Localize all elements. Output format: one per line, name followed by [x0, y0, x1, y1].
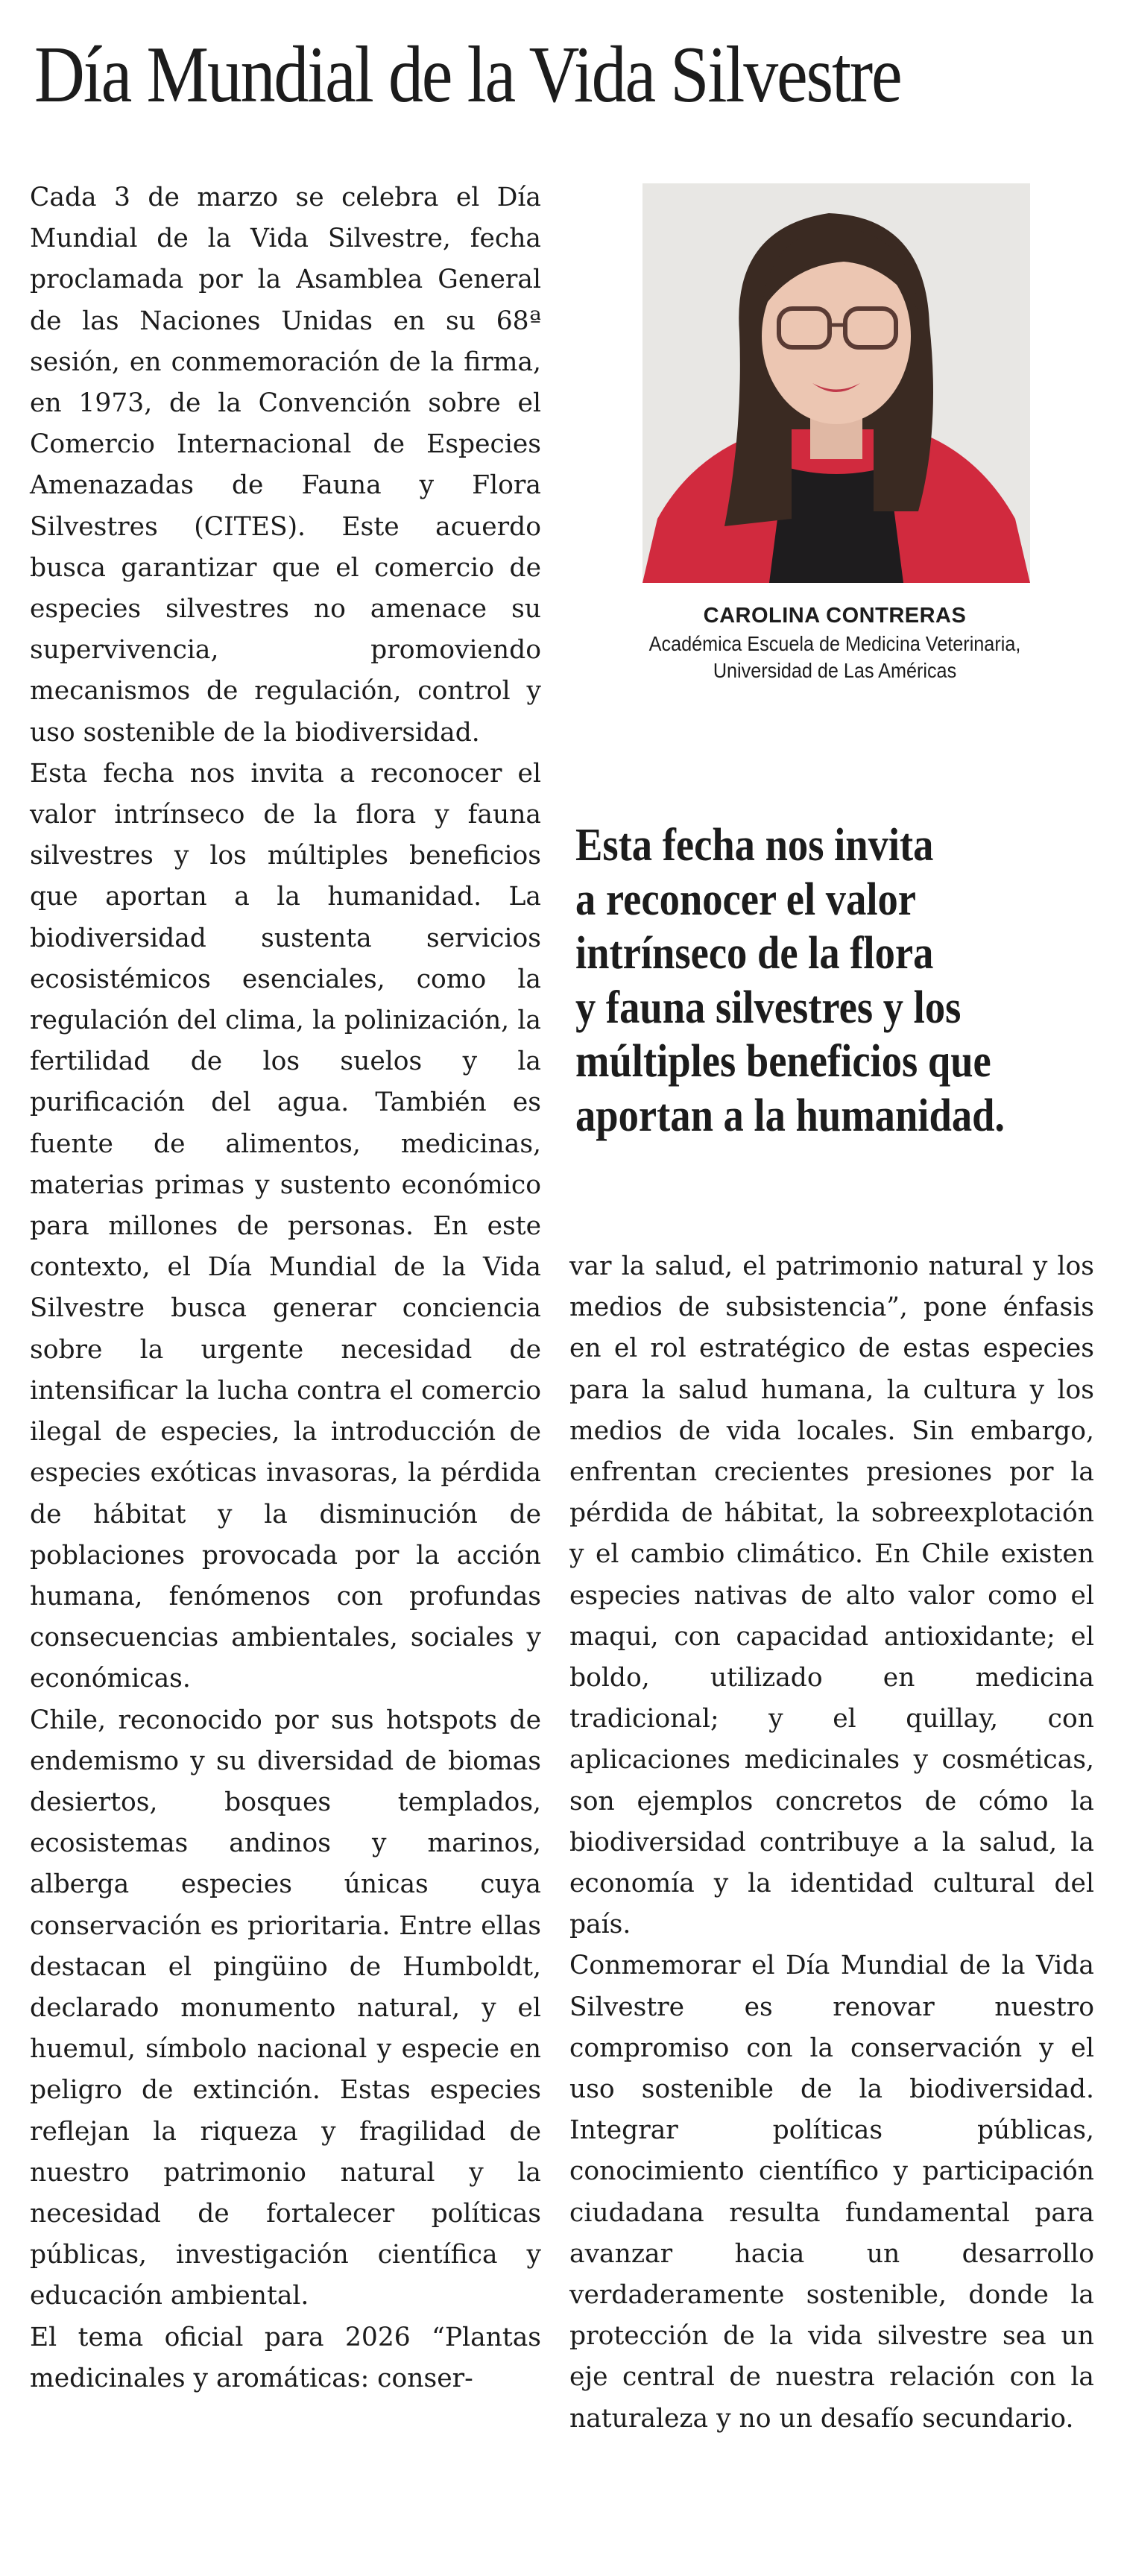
article-headline: Día Mundial de la Vida Silvestre [34, 31, 901, 119]
body-paragraph: El tema oficial para 2026 “Plantas medicinales y aromáticas: conser- [30, 2322, 541, 2393]
author-name: CAROLINA CONTRERAS [703, 604, 967, 628]
author-affiliation: Universidad de Las Américas [713, 659, 957, 682]
body-paragraph: Chile, reconocido por sus hotspots de endemismo y su diversidad de biomas desiertos, bosques templados, ecosistemas andinos y marinos, alberga especies únicas cuya conservación es prioritaria. Entre ellas destacan el pingüino de Humboldt, declarado monumento natural, y el huemul, símbolo nacional y especie en peligro de extinción. Estas especies reflejan la riqueza y fragilidad de nuestro patrimonio natural y la necesidad de fortalecer políticas públicas, investigación científica y educación ambiental. [30, 1705, 541, 2311]
pull-quote-line: y fauna silvestres y los [575, 982, 962, 1033]
pull-quote [575, 818, 1048, 1143]
pull-quote-line: aportan a la humanidad. [575, 1090, 1005, 1141]
author-role: Académica Escuela de Medicina Veterinaria, [648, 632, 1021, 655]
pull-quote-line: a reconocer el valor [575, 874, 917, 925]
pull-quote-line: múltiples beneficios que [575, 1036, 991, 1087]
article-column-left [30, 177, 541, 2399]
author-caption [581, 601, 1088, 684]
pull-quote-line: Esta fecha nos invita [575, 820, 934, 871]
author-photo [642, 183, 1030, 583]
body-paragraph: Cada 3 de marzo se celebra el Día Mundial de la Vida Silvestre, fecha proclamada por la Asamblea General de las Naciones Unidas en su 68ª sesión, en conmemoración de la firma, en 1973, de la Convención sobre el Comercio Internacional de Especies Amenazadas de Fauna y Flora Silvestres (CITES). Este acuerdo busca garantizar que el comercio de especies silvestres no amenace su supervivencia, promoviendo mecanismos de regulación, control y uso sostenible de la biodiversidad. [30, 183, 541, 748]
article-column-right [569, 1246, 1094, 2440]
body-paragraph: var la salud, el patrimonio natural y los medios de subsistencia”, pone énfasis en el rol estratégico de estas especies para la salud humana, la cultura y los medios de vida locales. Sin embargo, enfrentan crecientes presiones por la pérdida de hábitat, la sobreexplotación y el cambio climático. En Chile existen especies nativas de alto valor como el maqui, con capacidad antioxidante; el boldo, utilizado en medicina tradicional; y el quillay, con aplicaciones medicinales y cosméticas, son ejemplos concretos de cómo la biodiversidad contribuye a la salud, la economía y la identidad cultural del país. [569, 1251, 1094, 1940]
pull-quote-line: intrínseco de la flora [575, 928, 934, 979]
body-paragraph: Esta fecha nos invita a reconocer el valor intrínseco de la flora y fauna silvestres y los múltiples beneficios que aportan a la humanidad. La biodiversidad sustenta servicios ecosistémicos esenciales, como la regulación del clima, la polinización, la fertilidad de los suelos y la purificación del agua. También es fuente de alimentos, medicinas, materias primas y sustento económico para millones de personas. En este contexto, el Día Mundial de la Vida Silvestre busca generar conciencia sobre la urgente necesidad de intensificar la lucha contra el comercio ilegal de especies, la introducción de especies exóticas invasoras, la pérdida de hábitat y la disminución de poblaciones provocada por la acción humana, fenómenos con profundas consecuencias ambientales, sociales y económicas. [30, 758, 541, 1694]
body-paragraph: Conmemorar el Día Mundial de la Vida Silvestre es renovar nuestro compromiso con la conservación y el uso sostenible de la biodiversidad. Integrar políticas públicas, conocimiento científico y participación ciudadana resulta fundamental para avanzar hacia un desarrollo verdaderamente sostenible, donde la protección de la vida silvestre sea un eje central de nuestra relación con la naturaleza y no un desafío secundario. [569, 1951, 1094, 2434]
